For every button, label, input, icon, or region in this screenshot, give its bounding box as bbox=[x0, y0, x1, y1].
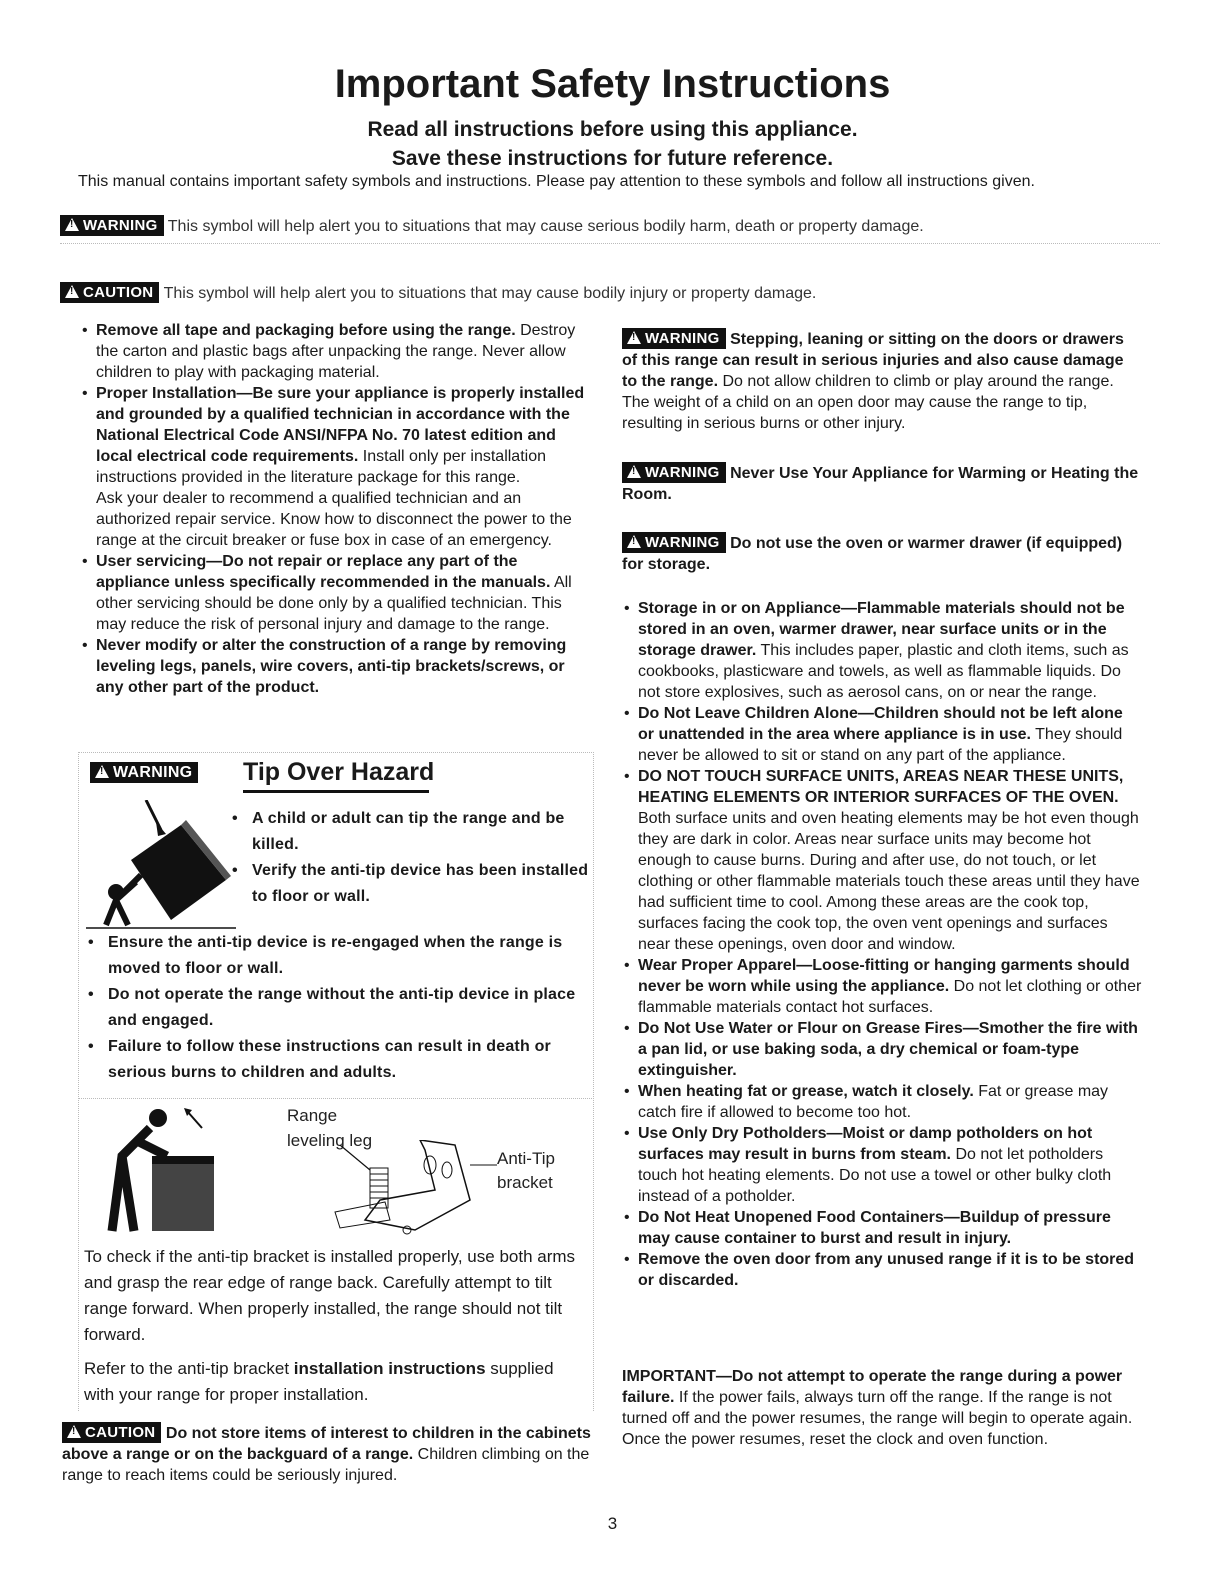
divider bbox=[60, 243, 1160, 244]
alert-triangle-icon bbox=[65, 285, 79, 298]
bracket-label: bracket bbox=[497, 1173, 553, 1192]
list-item: • Ensure the anti-tip device is re-engaged when the range is moved to floor or wall. bbox=[86, 930, 591, 982]
list-item: • Do Not Use Water or Flour on Grease Fires—Smother the fire with a pan lid, or use baking soda, a dry chemical or foam-type extinguisher. bbox=[622, 1018, 1142, 1081]
left-safety-list bbox=[80, 320, 595, 698]
list-item: • A child or adult can tip the range and be killed. bbox=[230, 806, 590, 858]
list-item: • Use Only Dry Potholders—Moist or damp potholders on hot surfaces may result in burns from steam. Do not let potholders touch hot heating elements. Do not use a towel or other bulky cloth instead of a potholder. bbox=[622, 1123, 1142, 1207]
alert-triangle-icon bbox=[65, 218, 79, 231]
page-number: 3 bbox=[607, 1514, 618, 1533]
range-label: Range bbox=[287, 1106, 338, 1125]
title-underline bbox=[243, 790, 429, 793]
alert-triangle-icon bbox=[627, 331, 641, 344]
warning-badge: !WARNING bbox=[60, 215, 164, 236]
list-item: • Verify the anti-tip device has been installed to floor or wall. bbox=[230, 858, 590, 910]
warning-storage: !WARNING Do not use the oven or warmer drawer (if equipped) for storage. bbox=[622, 532, 1142, 575]
caution-children-cabinets: !CAUTION Do not store items of interest to children in the cabinets above a range or on the backguard of a range. Children climbing on the range to reach items could be seriously injured. bbox=[62, 1422, 596, 1486]
page-title: Important Safety Instructions bbox=[334, 62, 891, 106]
list-item: • Wear Proper Apparel—Loose-fitting or hanging garments should never be worn while using the appliance. Do not let clothing or other flammable materials contact hot surfaces. bbox=[622, 955, 1142, 1018]
list-item: • Remove the oven door from any unused range if it is to be stored or discarded. bbox=[622, 1249, 1142, 1291]
person-checking-range-illustration bbox=[92, 1106, 222, 1236]
subtitle-read: Read all instructions before using this appliance. bbox=[367, 118, 858, 141]
list-item: • Remove all tape and packaging before using the range. Destroy the carton and plastic bags after unpacking the range. Never allow children to play with packaging material. bbox=[80, 320, 595, 383]
list-item: • User servicing—Do not repair or replace any part of the appliance unless specifically recommended in the manuals. All other servicing should be done only by a qualified technician. This may reduce the risk of personal injury and damage to the range. bbox=[80, 551, 595, 635]
caution-symbol-text: This symbol will help alert you to situations that may cause bodily injury or property damage. bbox=[163, 285, 817, 302]
caution-badge: !CAUTION bbox=[60, 282, 159, 303]
caution-symbol-row bbox=[60, 282, 816, 303]
list-item: • Failure to follow these instructions can result in death or serious burns to children and adults. bbox=[86, 1034, 591, 1086]
tipping-range-illustration bbox=[86, 800, 236, 930]
list-item: • DO NOT TOUCH SURFACE UNITS, AREAS NEAR THESE UNITS, HEATING ELEMENTS OR INTERIOR SURFACES OF THE OVEN. Both surface units and oven heating elements may be hot even though they are dark in color. Areas near surface units may become hot enough to cause burns. During and after use, do not touch, or let clothing or other flammable materials touch these areas until they have had sufficient time to cool. Among these areas are the cook top, surfaces facing the cook top, the oven vent openings and surfaces near these openings, oven door and window. bbox=[622, 766, 1142, 955]
anti-tip-bracket-illustration bbox=[325, 1140, 500, 1240]
list-item: • Never modify or alter the construction of a range by removing leveling legs, panels, wire covers, anti-tip brackets/screws, or any other part of the product. bbox=[80, 635, 595, 698]
anti-tip-check-text: To check if the anti-tip bracket is installed properly, use both arms and grasp the rear edge of range back. Carefully attempt to tilt range forward. When properly installed, the range should not tilt forward. bbox=[84, 1247, 576, 1344]
warning-symbol-row bbox=[60, 215, 924, 236]
warning-heating-room: !WARNING Never Use Your Appliance for Warming or Heating the Room. bbox=[622, 462, 1142, 505]
list-item: • Storage in or on Appliance—Flammable materials should not be stored in an oven, warmer drawer, near surface units or in the storage drawer. This includes paper, plastic and cloth items, such as cookbooks, plasticware and towels, as well as flammable liquids. Do not store explosives, such as aerosol cans, on or near the range. bbox=[622, 598, 1142, 703]
anti-tip-label: Anti-Tip bbox=[497, 1149, 555, 1168]
leveling-leg-label: leveling leg bbox=[287, 1131, 373, 1150]
tip-bullets-top bbox=[230, 806, 590, 910]
list-item: • Proper Installation—Be sure your appliance is properly installed and grounded by a qualified technician in accordance with the National Electrical Code ANSI/NFPA No. 70 latest edition and local electrical code requirements. Install only per installation instructions provided in the literature package for this range. Ask your dealer to recommend a qualified technician and an authorized repair service. Know how to disconnect the power to the range at the circuit breaker or fuse box in case of an emergency. bbox=[80, 383, 595, 551]
intro-text: This manual contains important safety symbols and instructions. Please pay attention to these symbols and follow all instructions given. bbox=[78, 173, 1035, 190]
divider bbox=[78, 1098, 592, 1099]
alert-triangle-icon bbox=[67, 1425, 81, 1438]
alert-triangle-icon bbox=[95, 765, 109, 778]
subtitle-save: Save these instructions for future reference. bbox=[391, 147, 834, 170]
warning-symbol-text: This symbol will help alert you to situations that may cause serious bodily harm, death or property damage. bbox=[167, 218, 924, 235]
alert-triangle-icon bbox=[627, 535, 641, 548]
important-power-failure: IMPORTANT—Do not attempt to operate the range during a power failure. If the power fails, always turn off the range. If the range is not turned off and the power resumes, the range will begin to operate again. Once the power resumes, reset the clock and oven function. bbox=[622, 1368, 1133, 1448]
tip-over-title: Tip Over Hazard bbox=[243, 758, 435, 786]
tip-bullets-bottom bbox=[86, 930, 591, 1086]
list-item: • When heating fat or grease, watch it closely. Fat or grease may catch fire if allowed to become too hot. bbox=[622, 1081, 1142, 1123]
right-safety-list bbox=[622, 598, 1142, 1291]
list-item: • Do Not Heat Unopened Food Containers—Buildup of pressure may cause container to burst and result in injury. bbox=[622, 1207, 1142, 1249]
anti-tip-refer-text: Refer to the anti-tip bracket installation instructions supplied with your range for proper installation. bbox=[84, 1359, 554, 1404]
warning-stepping-doors: !WARNING Stepping, leaning or sitting on the doors or drawers of this range can result in serious injuries and also cause damage to the range. Do not allow children to climb or play around the range. The weight of a child on an open door may cause the range to tip, resulting in serious burns or other injury. bbox=[622, 328, 1142, 434]
list-item: • Do not operate the range without the anti-tip device in place and engaged. bbox=[86, 982, 591, 1034]
list-item: • Do Not Leave Children Alone—Children should not be left alone or unattended in the area where appliance is in use. They should never be allowed to sit or stand on any part of the appliance. bbox=[622, 703, 1142, 766]
tip-warning-badge: !WARNING bbox=[90, 762, 198, 783]
alert-triangle-icon bbox=[627, 465, 641, 478]
